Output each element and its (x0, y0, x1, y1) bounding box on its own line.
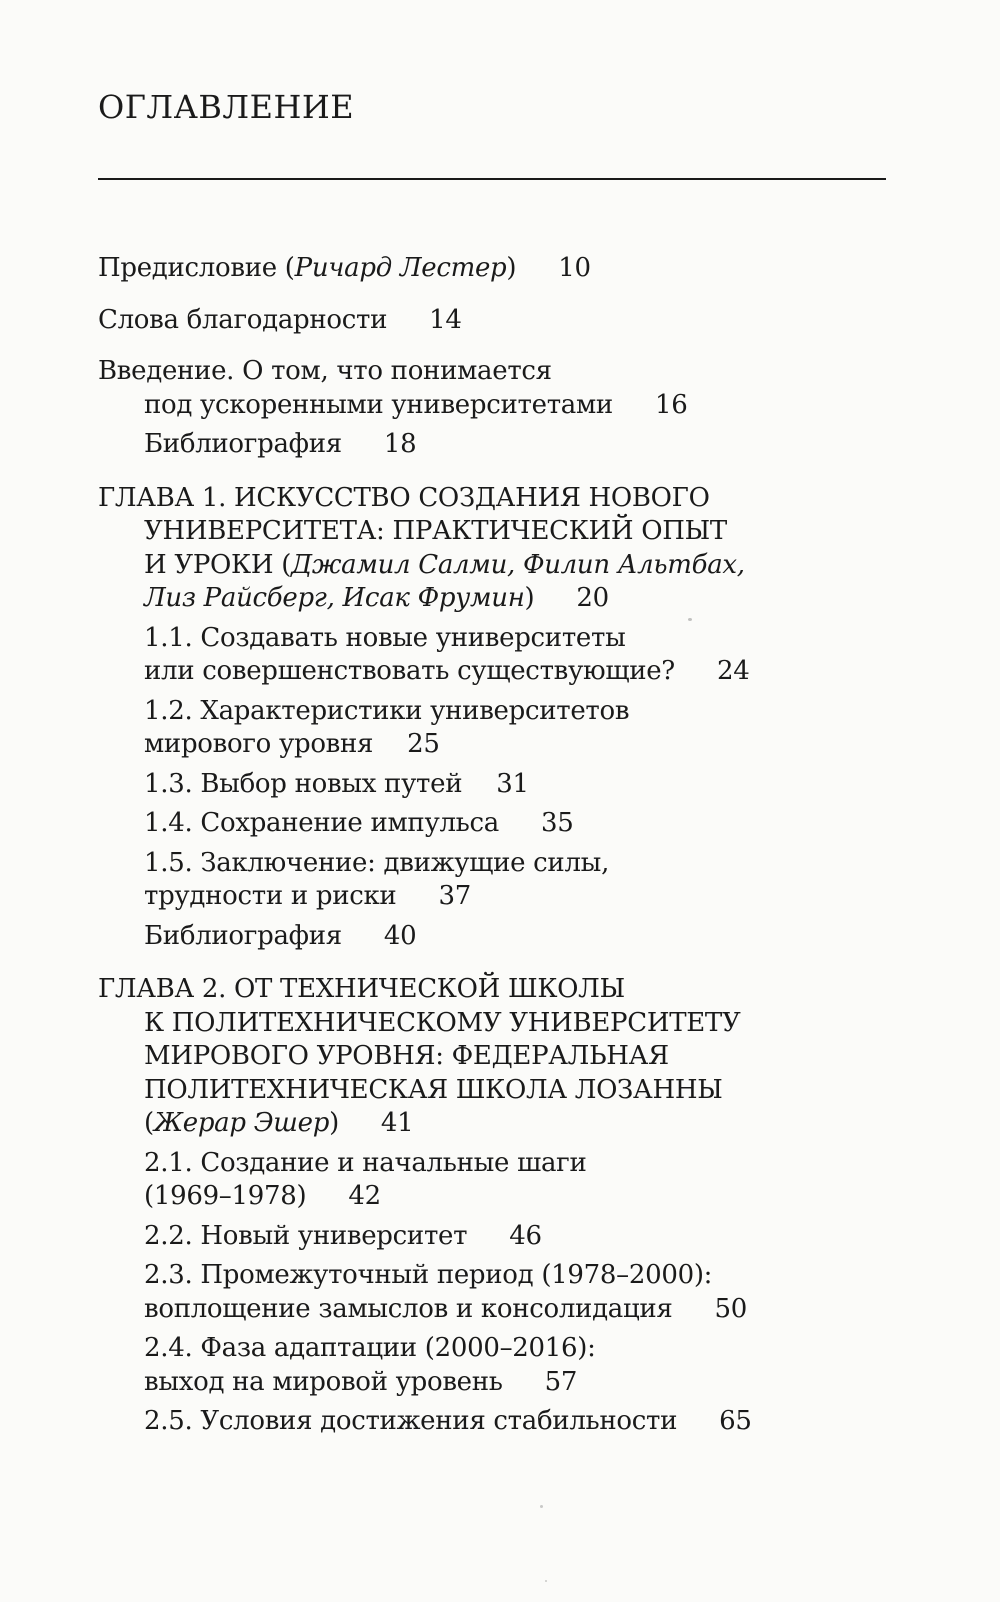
toc-entry-preface: Предисловие (Ричард Лестер) 10 (98, 252, 898, 286)
page-number: 37 (438, 881, 471, 911)
page-number: 18 (383, 429, 417, 459)
page-number: 24 (716, 656, 750, 686)
page-number: 20 (576, 583, 609, 613)
chapter-title-line2: УНИВЕРСИТЕТА: ПРАКТИЧЕСКИЙ ОПЫТ (144, 516, 727, 546)
toc-subentry: 2.5. Условия достижения стабильности 65 (98, 1405, 898, 1439)
page-number: 40 (383, 920, 417, 951)
table-of-contents (98, 252, 898, 1439)
paper-speck (540, 1505, 543, 1508)
page-number: 50 (714, 1293, 748, 1324)
page-number: 41 (380, 1108, 414, 1138)
chapter-title-line1: ГЛАВА 1. ИСКУССТВО СОЗДАНИЯ НОВОГО (98, 482, 710, 513)
toc-entry-chapter-2: ГЛАВА 2. ОТ ТЕХНИЧЕСКОЙ ШКОЛЫ К ПОЛИТЕХНИЧЕСКОМУ УНИВЕРСИТЕТУ МИРОВОГО УРОВНЯ: ФЕДЕРАЛЬНАЯ ПОЛИТЕХНИЧЕСКАЯ ШКОЛА ЛОЗАННЫ (Жерар Эшер) 41 (98, 973, 898, 1141)
heading-rule (98, 178, 886, 180)
toc-subentry: 1.1. Создавать новые университеты или совершенствовать существующие? 24 (98, 622, 898, 689)
paper-speck (688, 618, 692, 621)
chapter-authors: Жерар Эшер (153, 1108, 330, 1138)
entry-title: Библиография (144, 429, 342, 459)
page-number: 14 (429, 304, 462, 335)
toc-subentry: 1.5. Заключение: движущие силы, трудности и риски 37 (98, 847, 898, 914)
toc-subentry-bibliography: Библиография 40 (98, 920, 898, 954)
toc-entry-acknowledgements (98, 304, 898, 338)
chapter-authors-cont: Лиз Райсберг, Исак Фрумин (144, 583, 525, 613)
page-number: 25 (407, 729, 440, 759)
chapter-title-line1: ГЛАВА 2. ОТ ТЕХНИЧЕСКОЙ ШКОЛЫ (98, 974, 625, 1004)
page-number: 10 (558, 253, 591, 283)
toc-subentry: 2.1. Создание и начальные шаги (1969–1978) 42 (98, 1147, 898, 1214)
entry-author: Ричард Лестер (294, 253, 507, 283)
toc-subentry: 1.2. Характеристики университетов мирового уровня 25 (98, 695, 898, 762)
toc-subentry: 1.3. Выбор новых путей 31 (98, 768, 898, 802)
entry-title-line1: Введение. О том, что понимается (98, 356, 552, 386)
page-number: 16 (654, 389, 688, 420)
toc-subentry: 2.4. Фаза адаптации (2000–2016): выход на мировой уровень 57 (98, 1332, 898, 1399)
entry-title-line2: под ускоренными университетами (144, 389, 613, 420)
toc-subentry-intro-bibliography (98, 428, 898, 462)
page-number: 31 (496, 768, 529, 799)
paper-speck (545, 1580, 547, 1582)
toc-heading: ОГЛАВЛЕНИЕ (98, 88, 355, 126)
toc-entry-chapter-1: ГЛАВА 1. ИСКУССТВО СОЗДАНИЯ НОВОГО УНИВЕРСИТЕТА: ПРАКТИЧЕСКИЙ ОПЫТ И УРОКИ (Джамил Салми, Филип Альтбах, Лиз Райсберг, Исак Фрумин) 20 (98, 482, 898, 616)
page-number: 57 (544, 1366, 578, 1397)
entry-title: Предисловие ( (98, 253, 295, 283)
chapter-title-line2: К ПОЛИТЕХНИЧЕСКОМУ УНИВЕРСИТЕТУ (144, 1007, 741, 1038)
page-number: 46 (509, 1220, 542, 1251)
chapter-title-line4: ПОЛИТЕХНИЧЕСКАЯ ШКОЛА ЛОЗАННЫ (144, 1074, 723, 1105)
toc-entry-introduction (98, 355, 898, 422)
page-number: 42 (348, 1181, 381, 1211)
toc-subentry: 1.4. Сохранение импульса 35 (98, 807, 898, 841)
toc-subentry: 2.2. Новый университет 46 (98, 1220, 898, 1254)
toc-subentry: 2.3. Промежуточный период (1978–2000): воплощение замыслов и консолидация 50 (98, 1259, 898, 1326)
chapter-title-line3: МИРОВОГО УРОВНЯ: ФЕДЕРАЛЬНАЯ (144, 1041, 669, 1071)
chapter-authors: Джамил Салми, Филип Альтбах, (291, 549, 745, 580)
page-number: 65 (719, 1406, 752, 1436)
entry-title: Слова благодарности (98, 304, 388, 335)
page-number: 35 (540, 808, 574, 838)
